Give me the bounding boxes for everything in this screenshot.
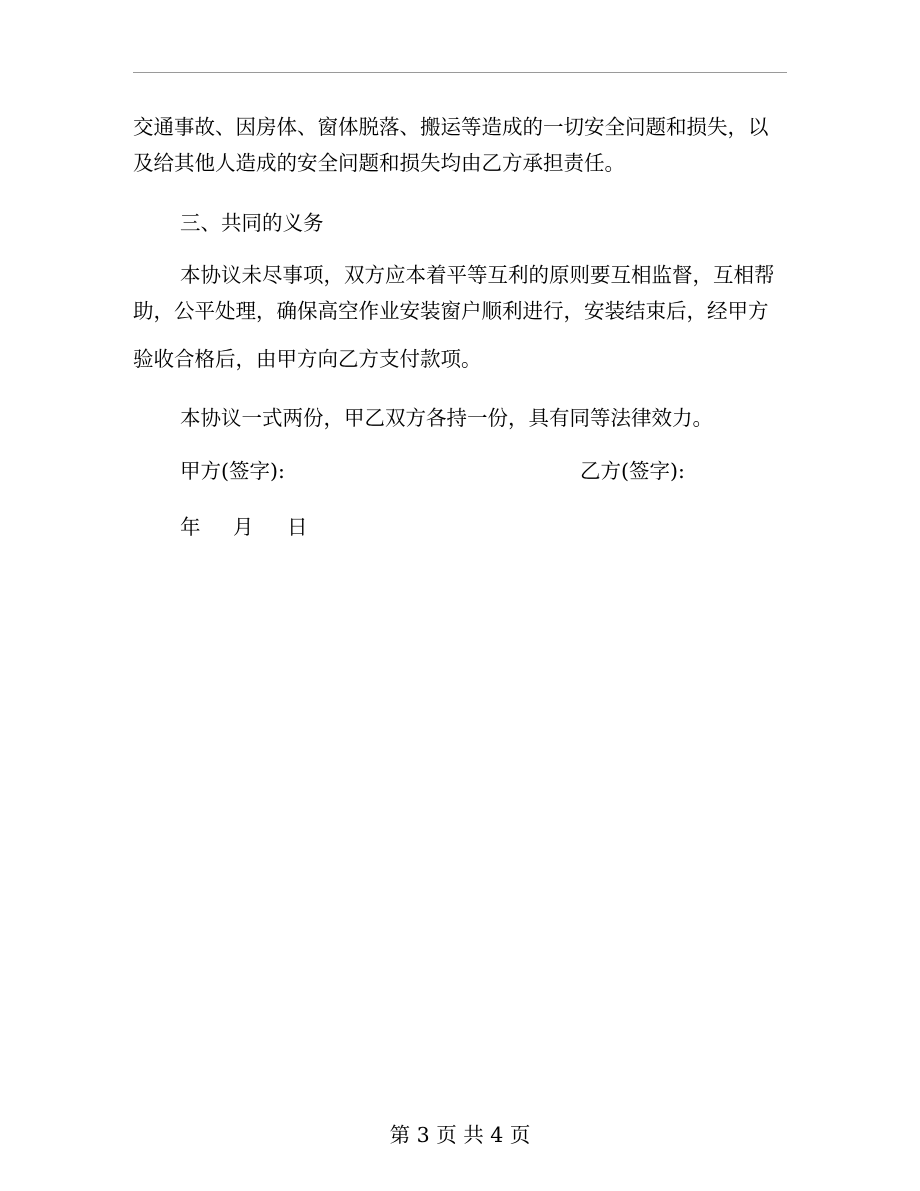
party-a-signature: 甲方(签字): [180,459,285,483]
para2-line1: 本协议未尽事项，双方应本着平等互利的原则要互相监督，互相帮 [180,263,775,287]
para3: 本协议一式两份，甲乙双方各持一份，具有同等法律效力。 [180,406,713,430]
date-day: 日 [287,515,308,539]
date-year: 年 [180,515,201,539]
para2-line3: 验收合格后，由甲方向乙方支付款项。 [133,347,482,371]
party-b-signature: 乙方(签字): [580,459,685,483]
section3-heading: 三、共同的义务 [180,211,324,235]
date-month: 月 [233,515,254,539]
header-rule [133,72,787,73]
page-number: 第 3 页 共 4 页 [389,1123,531,1147]
para2-line2: 助，公平处理，确保高空作业安装窗户顺利进行，安装结束后，经甲方 [133,299,769,323]
para1-line2: 及给其他人造成的安全问题和损失均由乙方承担责任。 [133,151,625,175]
para1-line1: 交通事故、因房体、窗体脱落、搬运等造成的一切安全问题和损失，以 [133,115,769,139]
